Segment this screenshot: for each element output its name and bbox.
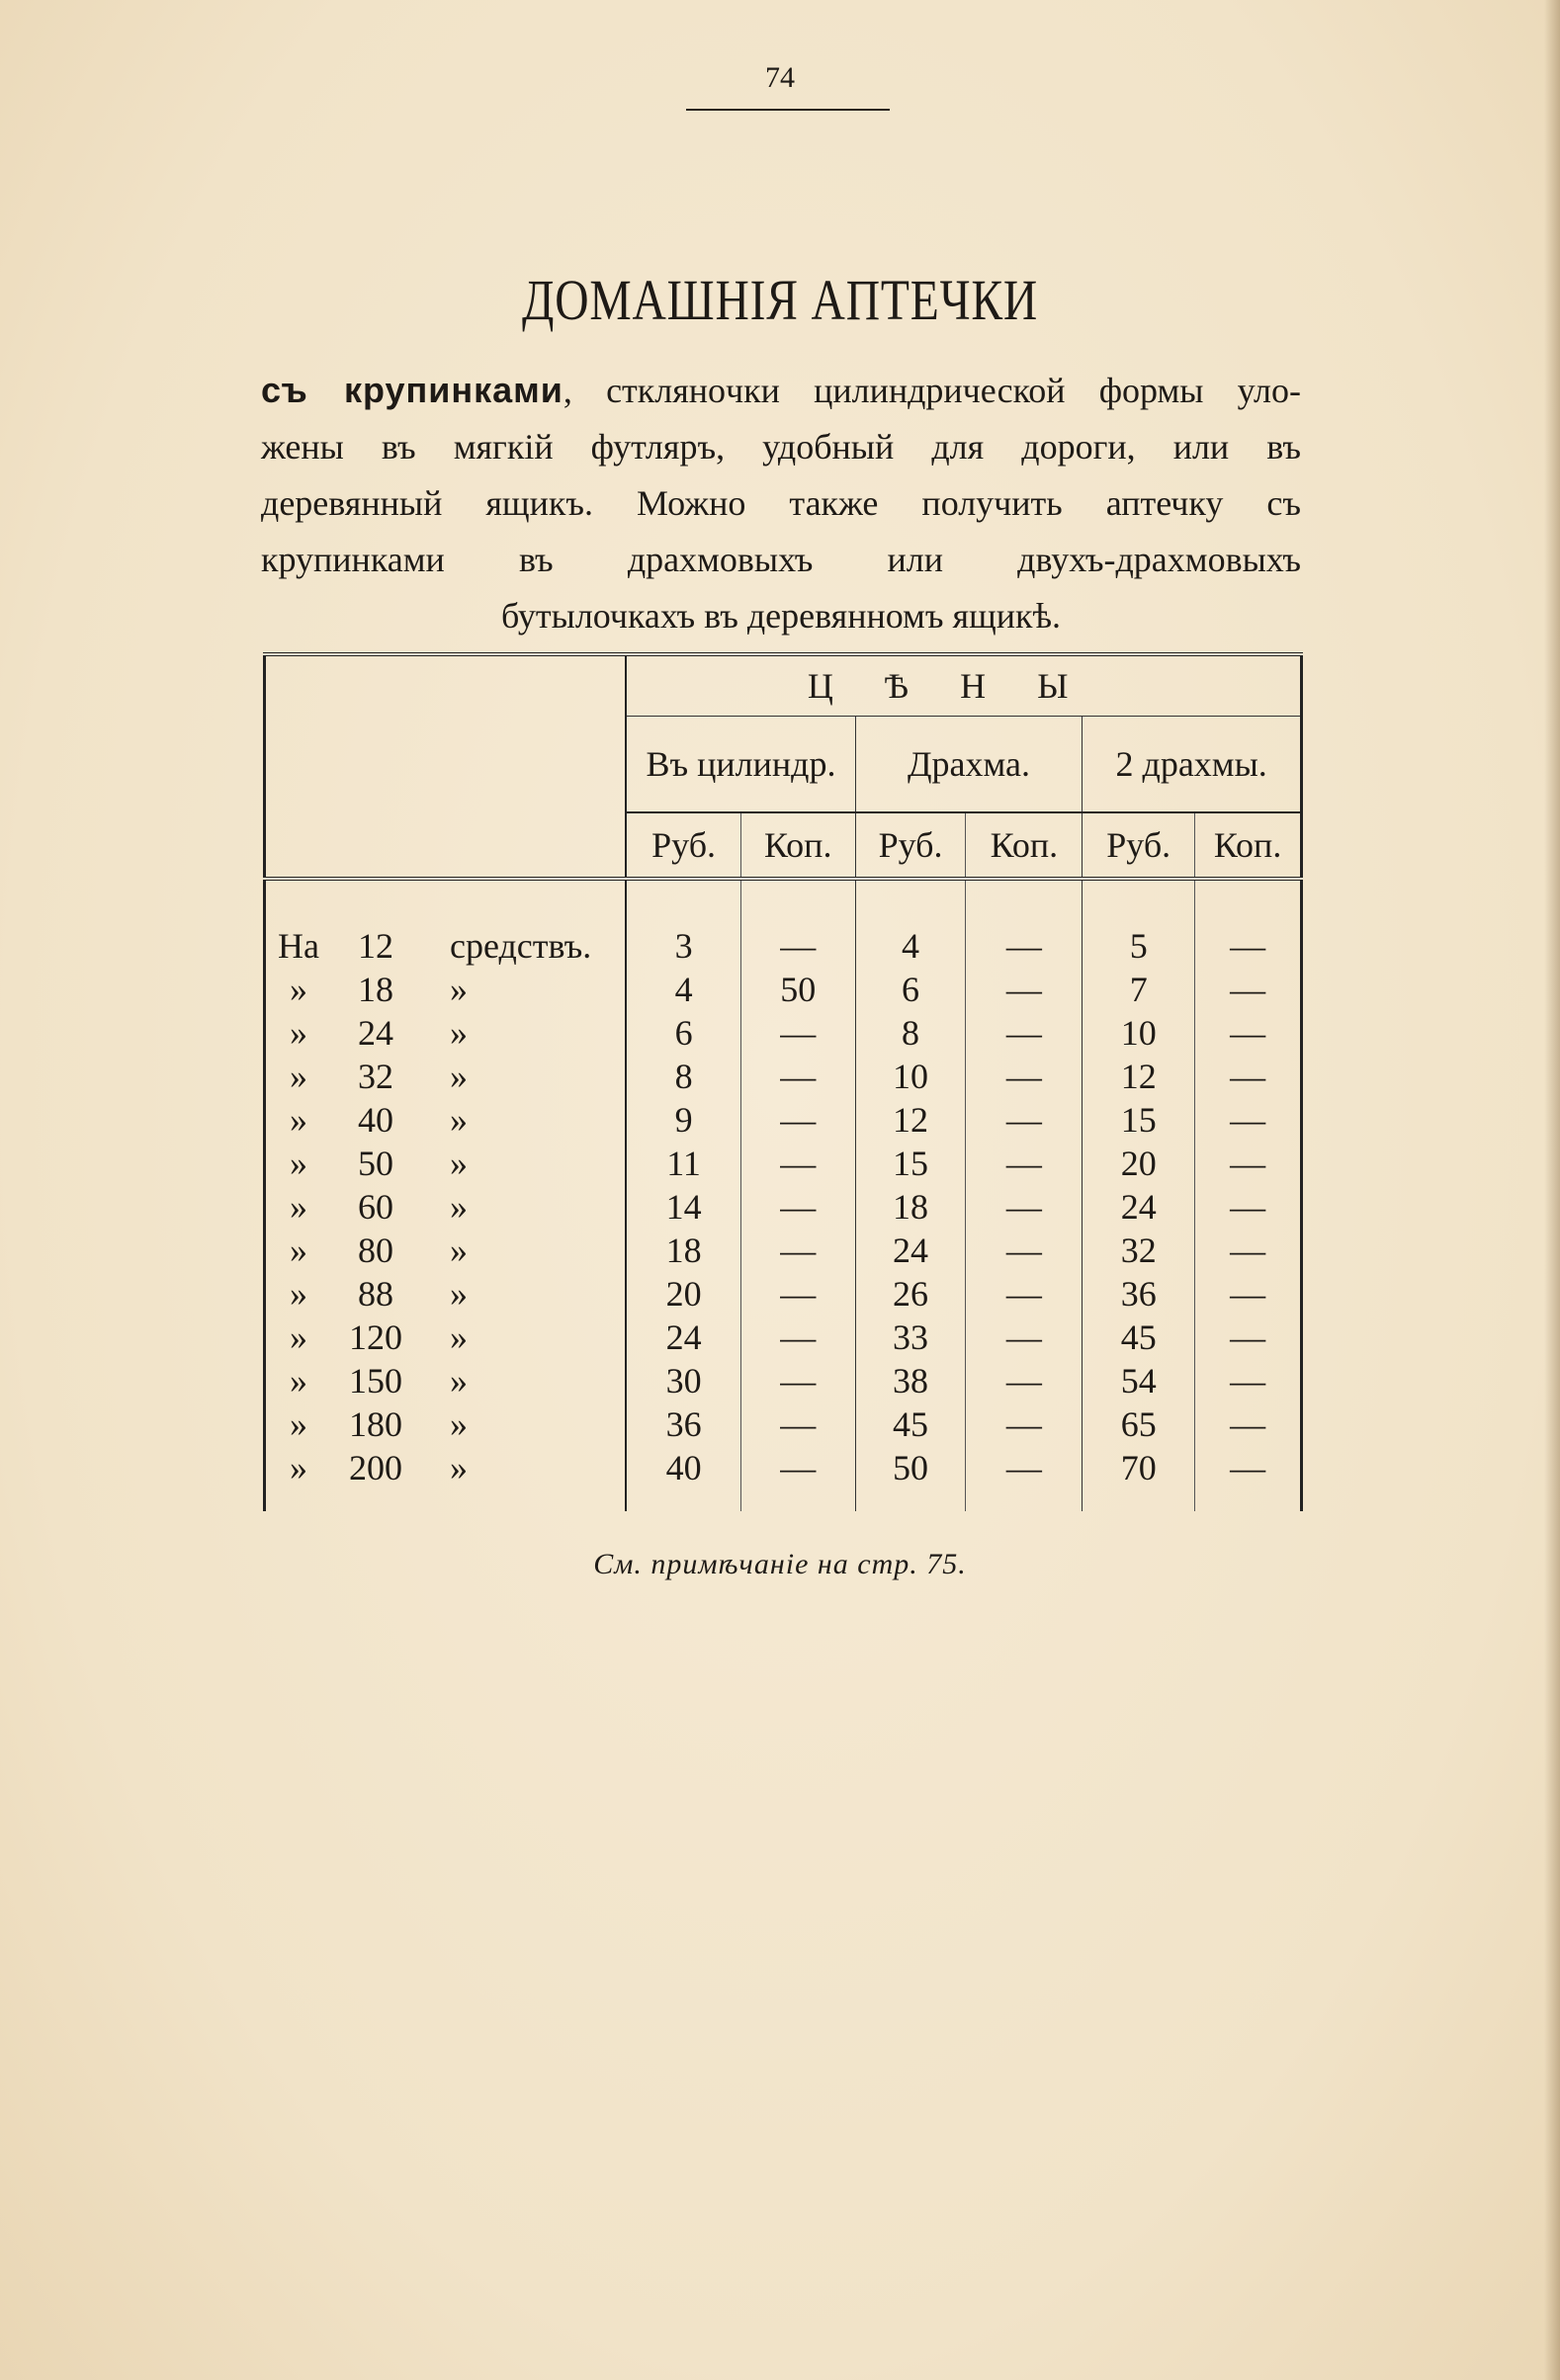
- page-number: 74: [765, 61, 795, 94]
- cell-drachm-rub: 10: [855, 1055, 966, 1098]
- table-row: [265, 1185, 1302, 1229]
- table-row: [265, 1142, 1302, 1185]
- row-label-prefix: »: [290, 1404, 307, 1444]
- row-label-unit: »: [450, 1361, 468, 1401]
- row-label-count: 150: [349, 1361, 402, 1401]
- cell-two-drachms-rub: 5: [1083, 924, 1195, 968]
- cell-cylinder-kop: —: [740, 924, 855, 968]
- unit-header-rub: Руб.: [1083, 812, 1195, 879]
- cell-drachm-kop: —: [966, 1359, 1083, 1402]
- row-label-prefix: »: [290, 1274, 307, 1314]
- cell-drachm-rub: 45: [855, 1402, 966, 1446]
- price-table-body: [265, 879, 1302, 1511]
- group-header-drachm: Драхма.: [855, 717, 1083, 813]
- row-label: [265, 968, 627, 1011]
- row-label-prefix: »: [290, 1231, 307, 1270]
- cell-drachm-kop: —: [966, 1098, 1083, 1142]
- table-spacer-row: [265, 879, 1302, 924]
- cell-drachm-rub: 6: [855, 968, 966, 1011]
- row-label-unit: »: [450, 1144, 468, 1183]
- cell-cylinder-kop: —: [740, 1011, 855, 1055]
- cell-two-drachms-kop: —: [1230, 1448, 1266, 1488]
- row-label-count: 32: [358, 1057, 393, 1096]
- cell-cylinder-rub: 4: [626, 968, 740, 1011]
- group-header-cylinder: Въ цилиндр.: [626, 717, 855, 813]
- row-label-prefix: »: [290, 1100, 307, 1140]
- intro-line-3: деревянный ящикъ. Можно также получить аптечку съ: [261, 483, 1301, 523]
- row-label-count: 60: [358, 1187, 393, 1227]
- cell-cylinder-rub: 9: [626, 1098, 740, 1142]
- cell-two-drachms-kop: —: [1230, 1231, 1266, 1270]
- table-row: [265, 1446, 1302, 1489]
- cell-two-drachms-rub: 32: [1083, 1229, 1195, 1272]
- row-label-unit: »: [450, 1231, 468, 1270]
- cell-drachm-rub: 15: [855, 1142, 966, 1185]
- cell-two-drachms-kop: —: [1230, 1013, 1266, 1053]
- cell-two-drachms-rub: 20: [1083, 1142, 1195, 1185]
- row-label-prefix: »: [290, 970, 307, 1009]
- row-label-count: 24: [358, 1013, 393, 1053]
- cell-two-drachms-kop: —: [1230, 1361, 1266, 1401]
- row-label: [265, 1055, 627, 1098]
- row-label-count: 50: [358, 1144, 393, 1183]
- cell-two-drachms-kop: —: [1230, 1144, 1266, 1183]
- row-label-count: 88: [358, 1274, 393, 1314]
- cell-drachm-kop: —: [966, 968, 1083, 1011]
- cell-cylinder-kop: —: [740, 1316, 855, 1359]
- prices-header: ЦѢНЫ: [626, 654, 1301, 717]
- intro-paragraph: [261, 362, 1301, 644]
- cell-cylinder-kop: —: [740, 1055, 855, 1098]
- footnote: См. примѣчаніе на стр. 75.: [593, 1548, 967, 1580]
- row-label-prefix: »: [290, 1013, 307, 1053]
- row-label-prefix: »: [290, 1187, 307, 1227]
- cell-drachm-kop: —: [966, 1185, 1083, 1229]
- table-row: [265, 1272, 1302, 1316]
- table-tail-row: [265, 1489, 1302, 1511]
- cell-two-drachms-kop: —: [1230, 1057, 1266, 1096]
- cell-two-drachms-kop: —: [1230, 1404, 1266, 1444]
- cell-cylinder-kop: —: [740, 1185, 855, 1229]
- cell-cylinder-kop: —: [740, 1446, 855, 1489]
- row-label-count: 80: [358, 1231, 393, 1270]
- row-label: [265, 1272, 627, 1316]
- row-label-unit: средствъ.: [450, 926, 592, 966]
- cell-cylinder-rub: 14: [626, 1185, 740, 1229]
- cell-drachm-rub: 12: [855, 1098, 966, 1142]
- row-label-prefix: »: [290, 1448, 307, 1488]
- cell-cylinder-rub: 6: [626, 1011, 740, 1055]
- cell-two-drachms-rub: 54: [1083, 1359, 1195, 1402]
- cell-cylinder-rub: 30: [626, 1359, 740, 1402]
- unit-header-kop: Коп.: [1195, 812, 1302, 879]
- row-label-count: 40: [358, 1100, 393, 1140]
- cell-two-drachms-rub: 24: [1083, 1185, 1195, 1229]
- cell-cylinder-rub: 24: [626, 1316, 740, 1359]
- unit-header-kop: Коп.: [740, 812, 855, 879]
- cell-drachm-rub: 26: [855, 1272, 966, 1316]
- row-label-unit: »: [450, 1274, 468, 1314]
- row-label-count: 200: [349, 1448, 402, 1488]
- intro-line-1-rest: , стклянoчки цилиндрической формы уло-: [563, 371, 1301, 410]
- row-label-prefix: »: [290, 1144, 307, 1183]
- price-table: [263, 652, 1303, 1511]
- cell-cylinder-rub: 40: [626, 1446, 740, 1489]
- intro-line-4: крупинками въ драхмовыхъ или двухъ-драхмовыхъ: [261, 540, 1301, 579]
- header-blank-cell: [265, 654, 627, 879]
- cell-drachm-rub: 24: [855, 1229, 966, 1272]
- row-label-unit: »: [450, 1187, 468, 1227]
- table-row: [265, 1359, 1302, 1402]
- cell-two-drachms-kop: —: [1230, 926, 1266, 966]
- cell-cylinder-rub: 36: [626, 1402, 740, 1446]
- row-label: [265, 1402, 627, 1446]
- row-label: [265, 1098, 627, 1142]
- unit-header-kop: Коп.: [966, 812, 1083, 879]
- cell-cylinder-rub: 8: [626, 1055, 740, 1098]
- row-label: [265, 1446, 627, 1489]
- cell-drachm-kop: —: [966, 1272, 1083, 1316]
- cell-two-drachms-rub: 15: [1083, 1098, 1195, 1142]
- row-label-unit: »: [450, 1013, 468, 1053]
- cell-drachm-kop: —: [966, 1402, 1083, 1446]
- row-label-count: 18: [358, 970, 393, 1009]
- page-title: ДОМАШНІЯ АПТЕЧКИ: [521, 268, 1039, 332]
- row-label-unit: »: [450, 1057, 468, 1096]
- cell-cylinder-rub: 18: [626, 1229, 740, 1272]
- cell-two-drachms-rub: 45: [1083, 1316, 1195, 1359]
- cell-drachm-rub: 4: [855, 924, 966, 968]
- row-label-prefix: »: [290, 1057, 307, 1096]
- cell-cylinder-rub: 3: [626, 924, 740, 968]
- cell-cylinder-kop: —: [740, 1098, 855, 1142]
- intro-line-2: жены въ мягкій футляръ, удобный для дороги, или въ: [261, 427, 1301, 467]
- cell-drachm-kop: —: [966, 1229, 1083, 1272]
- page-edge-shadow: [1544, 0, 1560, 2380]
- table-row: [265, 1055, 1302, 1098]
- row-label-prefix: На: [278, 926, 319, 966]
- row-label-unit: »: [450, 1318, 468, 1357]
- row-label: [265, 1142, 627, 1185]
- row-label: [265, 1359, 627, 1402]
- intro-line-1: [261, 362, 1301, 419]
- price-table-container: [263, 652, 1303, 1508]
- table-row: [265, 968, 1302, 1011]
- row-label: [265, 1229, 627, 1272]
- cell-cylinder-rub: 11: [626, 1142, 740, 1185]
- table-row: [265, 1316, 1302, 1359]
- row-label: [265, 1185, 627, 1229]
- cell-drachm-rub: 38: [855, 1359, 966, 1402]
- cell-two-drachms-rub: 10: [1083, 1011, 1195, 1055]
- intro-bold-lead: съ крупинками: [261, 370, 563, 410]
- unit-header-rub: Руб.: [855, 812, 966, 879]
- row-label-unit: »: [450, 970, 468, 1009]
- row-label: [265, 1011, 627, 1055]
- cell-two-drachms-kop: —: [1230, 1274, 1266, 1314]
- cell-two-drachms-rub: 70: [1083, 1446, 1195, 1489]
- table-row: [265, 1402, 1302, 1446]
- cell-drachm-kop: —: [966, 1446, 1083, 1489]
- cell-drachm-kop: —: [966, 1316, 1083, 1359]
- cell-two-drachms-rub: 12: [1083, 1055, 1195, 1098]
- cell-two-drachms-kop: —: [1230, 1318, 1266, 1357]
- table-row: [265, 924, 1302, 968]
- cell-cylinder-kop: 50: [740, 968, 855, 1011]
- cell-two-drachms-kop: —: [1230, 1100, 1266, 1140]
- cell-drachm-kop: —: [966, 1142, 1083, 1185]
- cell-drachm-rub: 33: [855, 1316, 966, 1359]
- header-rule: [686, 109, 890, 111]
- header-row-prices: [265, 654, 1302, 717]
- row-label-unit: »: [450, 1100, 468, 1140]
- unit-header-rub: Руб.: [626, 812, 740, 879]
- row-label: [265, 924, 627, 968]
- cell-two-drachms-kop: —: [1230, 970, 1266, 1009]
- row-label: [265, 1316, 627, 1359]
- table-row: [265, 1098, 1302, 1142]
- row-label-count: 120: [349, 1318, 402, 1357]
- cell-cylinder-kop: —: [740, 1359, 855, 1402]
- cell-drachm-rub: 8: [855, 1011, 966, 1055]
- cell-two-drachms-rub: 7: [1083, 968, 1195, 1011]
- cell-drachm-kop: —: [966, 1055, 1083, 1098]
- cell-drachm-rub: 50: [855, 1446, 966, 1489]
- row-label-count: 12: [358, 926, 393, 966]
- cell-drachm-kop: —: [966, 924, 1083, 968]
- table-row: [265, 1229, 1302, 1272]
- cell-cylinder-kop: —: [740, 1142, 855, 1185]
- cell-cylinder-kop: —: [740, 1272, 855, 1316]
- row-label-unit: »: [450, 1448, 468, 1488]
- cell-cylinder-rub: 20: [626, 1272, 740, 1316]
- cell-two-drachms-kop: —: [1230, 1187, 1266, 1227]
- cell-cylinder-kop: —: [740, 1229, 855, 1272]
- row-label-prefix: »: [290, 1361, 307, 1401]
- cell-drachm-rub: 18: [855, 1185, 966, 1229]
- cell-two-drachms-rub: 36: [1083, 1272, 1195, 1316]
- row-label-prefix: »: [290, 1318, 307, 1357]
- cell-cylinder-kop: —: [740, 1402, 855, 1446]
- group-header-two-drachms: 2 драхмы.: [1083, 717, 1302, 813]
- row-label-count: 180: [349, 1404, 402, 1444]
- row-label-unit: »: [450, 1404, 468, 1444]
- cell-drachm-kop: —: [966, 1011, 1083, 1055]
- table-row: [265, 1011, 1302, 1055]
- intro-line-5: бутылочкахъ въ деревянномъ ящикѣ.: [500, 596, 1062, 636]
- cell-two-drachms-rub: 65: [1083, 1402, 1195, 1446]
